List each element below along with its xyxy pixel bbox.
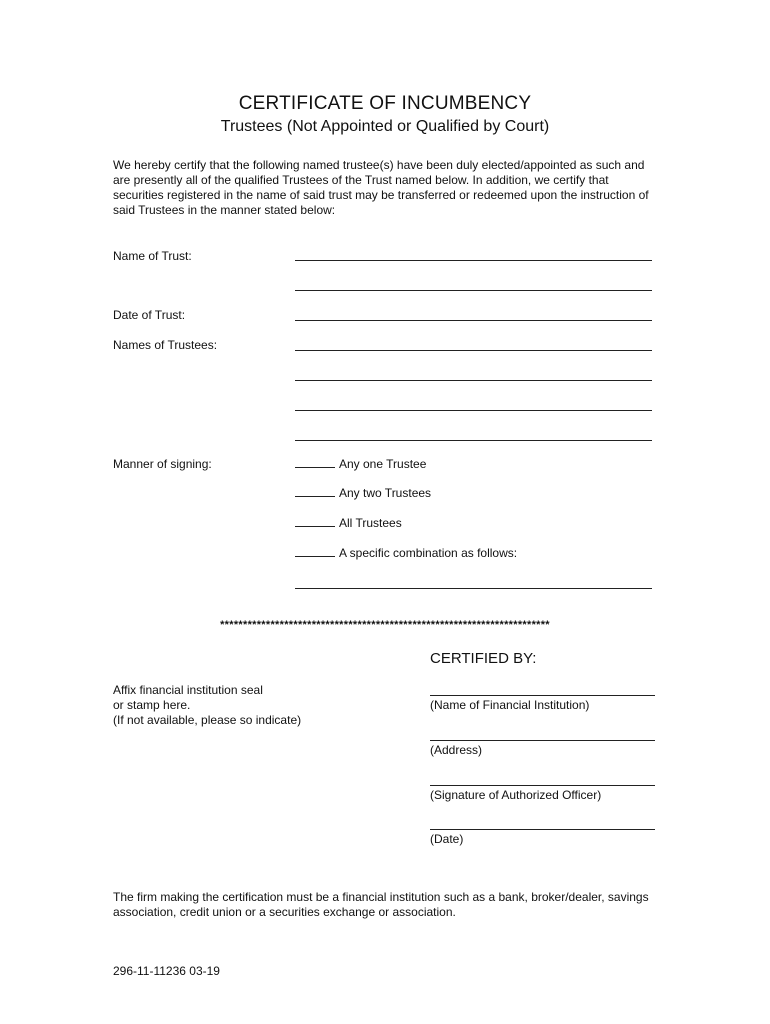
option-label: All Trustees — [339, 516, 402, 530]
trustee-line-4[interactable] — [295, 440, 652, 441]
signature-line[interactable] — [430, 785, 655, 786]
trustee-line-1[interactable] — [295, 350, 652, 351]
document-subtitle: Trustees (Not Appointed or Qualified by Court) — [220, 118, 550, 135]
date-of-trust-label: Date of Trust: — [113, 308, 186, 322]
institution-name-line[interactable] — [430, 695, 655, 696]
names-of-trustees-label: Names of Trustees: — [113, 338, 218, 352]
intro-paragraph: We hereby certify that the following named trustee(s) have been duly elected/appointed as such and are presently all of the qualified Trustees of the Trust named below. In addition, we certify that securities registered in the name of said trust may be transferred or redeemed upon the instruction of said Trustees in the manner stated below: — [113, 158, 649, 217]
separator: ************************************************************************ — [220, 619, 550, 631]
name-of-trust-label: Name of Trust: — [113, 249, 192, 263]
trustee-line-2[interactable] — [295, 380, 652, 381]
certified-by-heading: CERTIFIED BY: — [430, 650, 537, 667]
name-of-trust-line-2[interactable] — [295, 290, 652, 291]
document-title: CERTIFICATE OF INCUMBENCY — [238, 93, 532, 114]
option-label: Any two Trustees — [339, 486, 432, 500]
option-blank[interactable] — [295, 486, 335, 497]
option-blank[interactable] — [295, 516, 335, 527]
seal-instructions — [113, 683, 301, 728]
option-blank[interactable] — [295, 546, 335, 557]
name-of-trust-line-1[interactable] — [295, 260, 652, 261]
seal-line-3: (If not available, please so indicate) — [113, 713, 302, 727]
option-label: Any one Trustee — [339, 457, 427, 471]
form-number: 296-11-11236 03-19 — [113, 964, 220, 978]
option-all[interactable] — [295, 516, 402, 530]
option-label: A specific combination as follows: — [339, 546, 518, 560]
option-specific[interactable] — [295, 546, 517, 560]
specific-combination-line[interactable] — [295, 588, 652, 589]
institution-name-label: (Name of Financial Institution) — [430, 698, 590, 712]
trustee-line-3[interactable] — [295, 410, 652, 411]
date-label: (Date) — [430, 832, 464, 846]
signature-label: (Signature of Authorized Officer) — [430, 788, 602, 802]
address-label: (Address) — [430, 743, 483, 757]
manner-of-signing-label: Manner of signing: — [113, 457, 212, 471]
date-line[interactable] — [430, 829, 655, 830]
date-of-trust-line[interactable] — [295, 320, 652, 321]
seal-line-2: or stamp here. — [113, 698, 191, 712]
certification-note: The firm making the certification must be a financial institution such as a bank, broker/dealer, savings association, credit union or a securities exchange or association. — [113, 890, 649, 919]
seal-line-1: Affix financial institution seal — [113, 683, 263, 697]
option-any-one[interactable] — [295, 457, 426, 471]
option-any-two[interactable] — [295, 486, 431, 500]
option-blank[interactable] — [295, 457, 335, 468]
address-line[interactable] — [430, 740, 655, 741]
